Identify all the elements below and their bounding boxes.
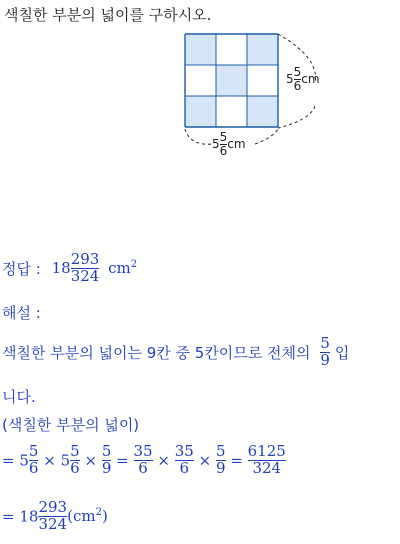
right-side-label: 5 $\frac{5}{6}$ cm — [286, 65, 320, 93]
bottom-side-arc-right — [255, 129, 278, 144]
shaded-cell — [247, 34, 278, 65]
explanation-label: 해설 : — [2, 304, 41, 322]
explanation-line1: 색칠한 부분의 넓이는 9칸 중 5칸이므로 전체의 $\frac{5}{9}$ 입 — [2, 334, 350, 369]
right-side-arc-lower — [278, 106, 315, 128]
grid-figure — [150, 28, 350, 168]
bottom-side-arc — [185, 129, 212, 144]
shaded-cell — [247, 96, 278, 127]
empty-cell — [216, 96, 247, 127]
empty-cell — [216, 34, 247, 65]
shaded-cell — [185, 34, 216, 65]
shaded-cell — [216, 65, 247, 96]
explanation-line2: 니다. — [2, 388, 36, 406]
question-text: 색칠한 부분의 넓이를 구하시오. — [4, 6, 212, 24]
empty-cell — [247, 65, 278, 96]
empty-cell — [185, 65, 216, 96]
bottom-side-label: 5 $\frac{5}{6}$ cm — [212, 130, 246, 158]
equation-line1: = 5 $\frac{5}{6}$ × 5 $\frac{5}{6}$ × $\frac{5}{9}$ = $\frac{35}{6}$ × $\frac{35}{6}$ × $\frac{5}{9}$ = $\frac{6125}{324}$ — [2, 442, 286, 477]
equation-line2: = 18 $\frac{293}{324}$ $(cm^2)$ — [2, 498, 108, 533]
shaded-cell — [185, 96, 216, 127]
explanation-line3: (색칠한 부분의 넓이) — [2, 416, 140, 434]
answer-line: 정답 : 18 $\frac{293}{324}$ $cm^2$ — [2, 250, 138, 285]
